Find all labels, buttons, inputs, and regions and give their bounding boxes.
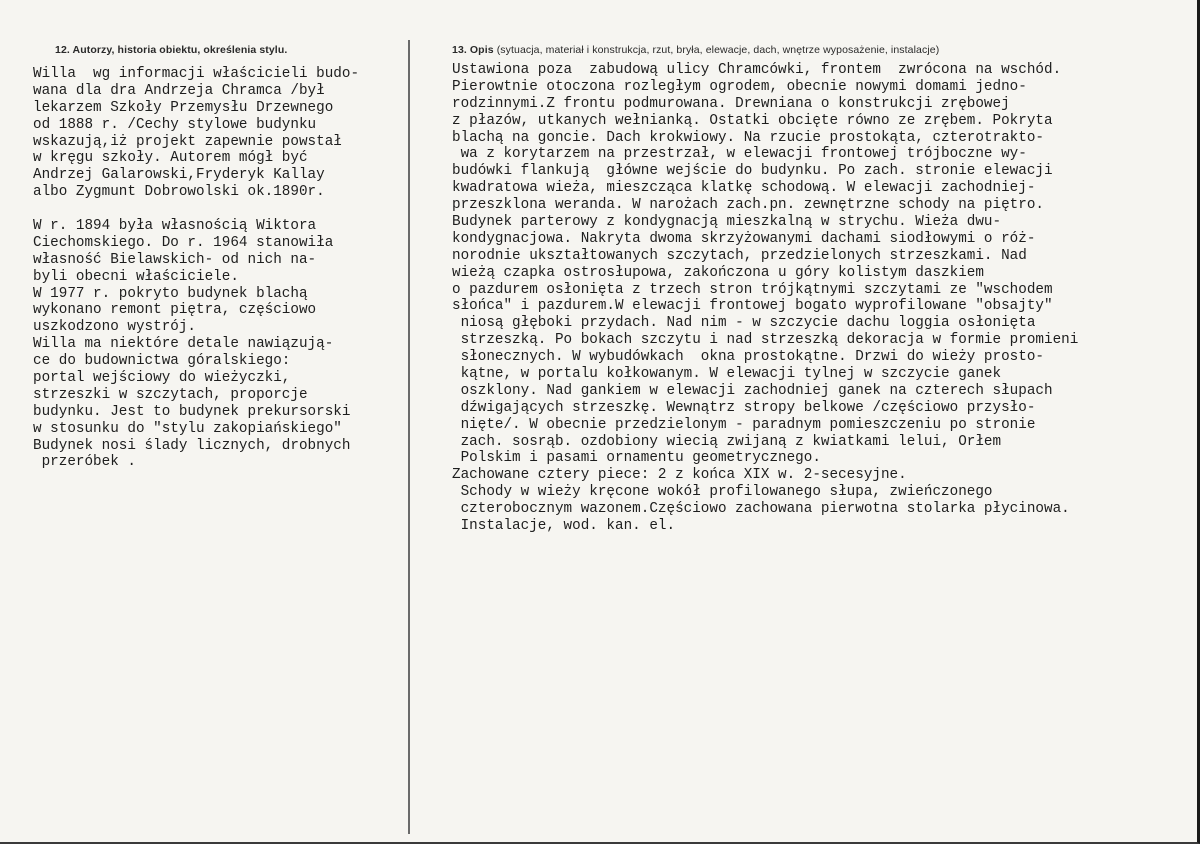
right-text-line: przeszklona weranda. W narożach zach.pn. zewnętrzne schody na piętro. <box>452 197 1044 214</box>
left-text-line: budynku. Jest to budynek prekursorski <box>33 403 351 420</box>
left-text-line: przeróbek . <box>33 454 136 471</box>
right-text-line: niosą głęboki przydach. Nad nim - w szczycie dachu loggia osłonięta <box>452 315 1036 332</box>
right-text-line: kwadratowa wieża, mieszcząca klatkę schodową. W elewacji zachodniej- <box>452 180 1036 197</box>
right-text-line: norodnie ukształtowanych szczytach, przedzielonych strzeszkami. Nad <box>452 247 1027 264</box>
right-header <box>452 44 939 56</box>
right-text-line: Ustawiona poza zabudową ulicy Chramcówki, frontem zwrócona na wschód. <box>452 62 1062 78</box>
right-text-line: kątne, w portalu kołkowanym. W elewacji tylnej w szczycie ganek <box>452 366 1002 383</box>
column-divider <box>408 40 410 834</box>
left-text-line: od 1888 r. /Cechy stylowe budynku <box>33 116 317 133</box>
left-text-line: uszkodzono wystrój. <box>33 319 197 336</box>
right-text-line: Budynek parterowy z kondygnacją mieszkalną w strychu. Wieża dwu- <box>452 214 1002 231</box>
right-text-line: z płazów, utkanych wełnianką. Ostatki obcięte równo ze zrębem. Pokryta <box>452 112 1053 129</box>
left-text-line: wana dla dra Andrzeja Chramca /był <box>33 82 325 99</box>
right-header-parenthetical: (sytuacja, materiał i konstrukcja, rzut, bryła, elewacje, dach, wnętrze wyposażenie, instalacje) <box>496 44 940 56</box>
right-text-line: strzeszką. Po bokach szczytu i nad strzeszką dekoracja w formie promieni <box>452 332 1079 349</box>
right-text-line: słonecznych. W wybudówkach okna prostokątne. Drzwi do wieży prosto- <box>452 349 1044 366</box>
left-text-line: Willa wg informacji właścicieli budo- <box>33 66 360 82</box>
left-text-line: Andrzej Galarowski,Fryderyk Kallay <box>33 167 325 184</box>
left-header <box>55 44 287 56</box>
left-header-text: 12. Autorzy, historia obiektu, określenia stylu. <box>55 44 288 56</box>
right-text-line: Polskim i pasami ornamentu geometrycznego. <box>452 450 821 467</box>
left-text-line: Willa ma niektóre detale nawiązują- <box>33 336 334 353</box>
right-text-line: słońca" i pazdurem.W elewacji frontowej bogato wyprofilowane "obsajty" <box>452 298 1053 315</box>
right-text-line: kondygnacjowa. Nakryta dwoma skrzyżowanymi dachami siodłowymi o róż- <box>452 230 1036 247</box>
right-text-line: rodzinnymi.Z frontu podmurowana. Drewniana o konstrukcji zrębowej <box>452 95 1010 112</box>
right-header-text: 13. Opis <box>452 44 494 56</box>
left-text-line: wskazują,iż projekt zapewnie powstał <box>33 133 342 150</box>
right-text-line: Schody w wieży kręcone wokół profilowanego słupa, zwieńczonego <box>452 484 993 501</box>
left-text-line: W 1977 r. pokryto budynek blachą <box>33 285 308 302</box>
left-text-line: wykonano remont piętra, częściowo <box>33 302 317 319</box>
right-text-line: zach. sosrąb. ozdobiony wiecią zwijaną z kwiatkami lelui, Orłem <box>452 433 1002 450</box>
left-text-line: w kręgu szkoły. Autorem mógł być <box>33 150 308 167</box>
left-text-line: Budynek nosi ślady licznych, drobnych <box>33 437 351 454</box>
left-text-line: byli obecni właściciele. <box>33 268 239 285</box>
history-text <box>33 66 359 471</box>
right-text-line: Zachowane cztery piece: 2 z końca XIX w. 2-secesyjne. <box>452 467 907 484</box>
left-text-line: lekarzem Szkoły Przemysłu Drzewnego <box>33 99 334 116</box>
left-text-line: ce do budownictwa góralskiego: <box>33 353 291 370</box>
left-text-line: portal wejściowy do wieżyczki, <box>33 370 291 387</box>
left-text-line: własność Bielawskich- od nich na- <box>33 251 317 268</box>
description-text <box>452 62 1078 535</box>
right-text-line: wieżą czapka ostrosłupowa, zakończona u góry kolistym daszkiem <box>452 264 984 281</box>
right-text-line: wa z korytarzem na przestrzał, w elewacji frontowej trójboczne wy- <box>452 146 1027 163</box>
left-text-line: W r. 1894 była własnością Wiktora <box>33 218 317 235</box>
right-text-line: Instalacje, wod. kan. el. <box>452 518 676 535</box>
left-text-line: strzeszki w szczytach, proporcje <box>33 386 308 403</box>
right-text-line: budówki flankują główne wejście do budynku. Po zach. stronie elewacji <box>452 163 1053 180</box>
left-text-line <box>33 201 359 218</box>
right-text-line: o pazdurem osłonięta z trzech stron trójkątnymi szczytami ze "wschodem <box>452 281 1053 298</box>
left-text-line: albo Zygmunt Dobrowolski ok.1890r. <box>33 184 325 201</box>
right-text-line: blachą na goncie. Dach krokwiowy. Na rzucie prostokąta, czterotrakto- <box>452 129 1044 146</box>
right-text-line: Pierowtnie otoczona rozległym ogrodem, obecnie nowymi domami jedno- <box>452 78 1027 95</box>
right-text-line: oszklony. Nad gankiem w elewacji zachodniej ganek na czterech słupach <box>452 382 1053 399</box>
left-text-line: Ciechomskiego. Do r. 1964 stanowiła <box>33 234 334 251</box>
right-text-line: nięte/. W obecnie przedzielonym - paradnym pomieszczeniu po stronie <box>452 416 1036 433</box>
right-text-line: dźwigających strzeszkę. Wewnątrz stropy belkowe /częściowo przysło- <box>452 399 1036 416</box>
right-text-line: czterobocznym wazonem.Częściowo zachowana pierwotna stolarka płycinowa. <box>452 501 1070 518</box>
left-text-line: w stosunku do "stylu zakopiańskiego" <box>33 420 342 437</box>
